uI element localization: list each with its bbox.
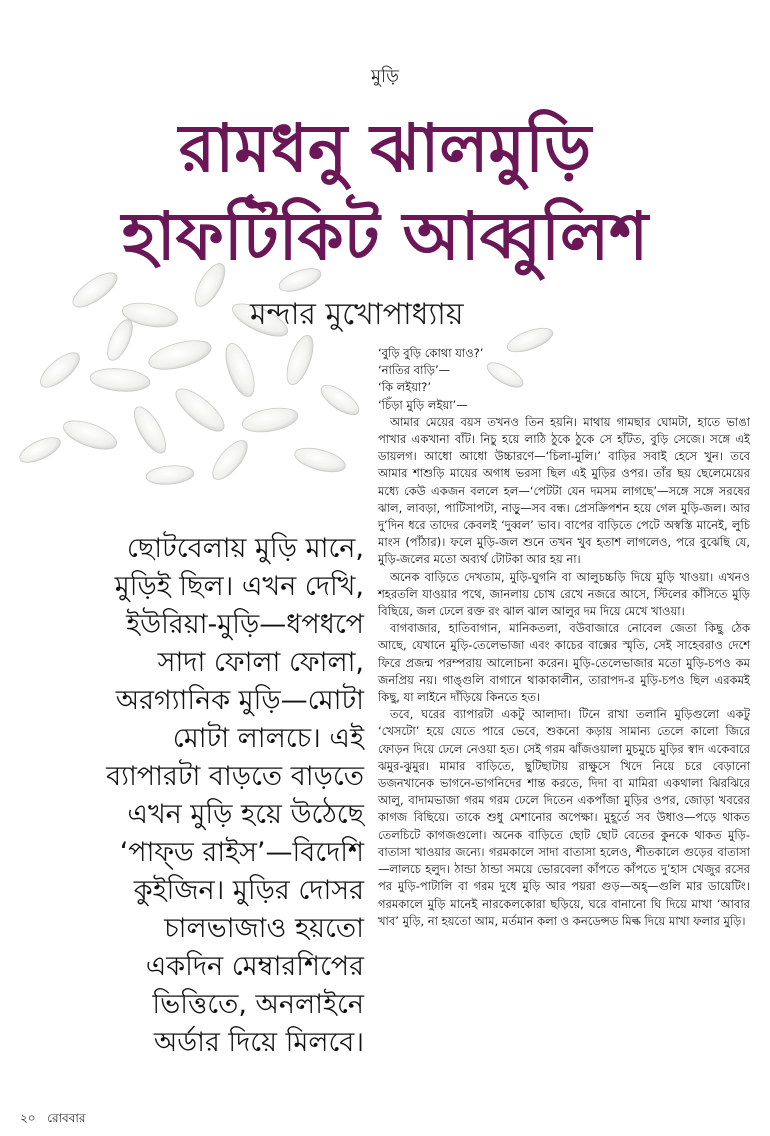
pull-quote-line: চালভাজাও হয়তো — [164, 913, 364, 944]
verse-line: ‘নাতির বাড়ি’— — [378, 363, 451, 378]
article-paragraph: তবে, ঘরের ব্যাপারটা একটু আলাদা। টিনে রাখা তলানি মুড়িগুলো একটু ‘খেসটো’ হয়ে যেতে পারে ভেবে, শুকনো কড়ায় সামান্য তেলে কালো জিরে ফোড়ন দিয়ে ঢেলে নেওয়া হত। সেই গরম ঝাঁজওয়ালা মুচমুচে মুড়ির স্বাদ একেবারে ঝমুর-ঝুমুর। মামার বাড়িতে, ছুটিছাটায় রাক্ষুসে খিদে নিয়ে চরে বেড়ানো ডজনখানেক ভাগনে-ভাগনিদের শান্ত করতে, দিদা বা মামিরা একথালা ঝিরঝিরে আলু, বাদামভাজা গরম গরম ঢেলে দিতেন একপাঁজা মুড়ির ওপর, জোড়া খবরের কাগজ বিছিয়ে। তাকে শুধু মেশানোর অপেক্ষা। মুহূর্তে সব উধাও—পড়ে থাকত তেলচিটে কাগজগুলো। অনেক বাড়িতে ছোট ছোট বেতের কুনকে থাকত মুড়ি-বাতাসা খাওয়ার জন্যে। গরমকালে সাদা বাতাসা হলেও, শীতকালে গুড়ের বাতাসা—লালচে হলুদ। ঠান্ডা ঠান্ডা সময়ে ভোরবেলা কাঁপতে কাঁপতে দু’হাস খেজুর রসের পর মুড়ি-পাটালি বা গরম দুধে মুড়ি আর পয়রা গুড়—অহ্—গুলি মার ডায়েটিং। গরমকালে মুড়ি মানেই নারকেলকোরা ছড়িয়ে, ঘরে বানানো ঘি দিয়ে মাখা ‘আবার খাব’ মুড়ি, না হয়তো আম, মর্তমান কলা ও কনডেন্সড মিল্ক দিয়ে মাখা ফলার মুড়ি। — [378, 707, 750, 928]
section-kicker: মুড়ি — [371, 66, 399, 87]
page-footer — [20, 1110, 85, 1130]
pull-quote-line: ব্যাপারটা বাড়তে বাড়তে — [106, 761, 364, 792]
pull-quote-line: ‘পাফ্ড রাইস’—বিদেশি — [119, 837, 364, 868]
author-byline: মন্দার মুখোপাধ্যায় — [250, 297, 464, 332]
headline-line-1: রামধনু ঝালমুড়ি — [178, 109, 592, 187]
pull-quote — [92, 530, 364, 1062]
pull-quote-line: ইউরিয়া-মুড়ি—ধপধপে — [126, 609, 364, 640]
pull-quote-line: অরগ্যানিক মুড়ি—মোটা — [115, 685, 364, 716]
pull-quote-line: মুড়িই ছিল। এখন দেখি, — [114, 571, 364, 602]
pull-quote-line: সাদা ফোলা ফোলা, — [157, 647, 364, 678]
pull-quote-line: কুইজিন। মুড়ির দোসর — [133, 875, 364, 906]
pull-quote-line: ভিত্তিতে, অনলাইনে — [152, 989, 364, 1020]
verse-line: ‘চিঁড়া মুড়ি লইয়া’— — [378, 397, 468, 412]
pull-quote-line: মোটা লালচে। এই — [172, 723, 364, 754]
article-paragraph: বাগবাজার, হাতিবাগান, মানিকতলা, বউবাজারে নোবেল জেতা কিছু ঠেক আছে, যেখানে মুড়ি-তেলেভাজা এবং কাচের বাক্সের স্মৃতি, সেই সাহেবরাও দেশে ফিরে প্রজন্ম পরম্পরায় আলোচনা করেন। মুড়ি-তেলেভাজার মতো মুড়ি-চপও কম জনপ্রিয় নয়। গাঙ্গুলি বাগানে থাকাকালীন, তারাপদ-র মুড়ি-চপও ছিল এরকমই কিছু, যা লাইনে দাঁড়িয়ে কিনতে হত। — [378, 621, 750, 705]
pull-quote-line: ছোটবেলায় মুড়ি মানে, — [126, 533, 364, 564]
verse-line: ‘বুড়ি বুড়ি কোথা যাও?’ — [378, 346, 484, 360]
article-paragraph: অনেক বাড়িতে দেখতাম, মুড়ি-ঘুগনি বা আলুচচ্চড়ি দিয়ে মুড়ি খাওয়া। এখনও শহরতলি যাওয়ার পথে, জানলায় চোখ রেখে নজরে আসে, স্টিলের কাঁসিতে মুড়ি বিছিয়ে, জল ঢেলে রক্ত রং ঝাল ঝাল আলুর দম দিয়ে মেখে খাওয়া। — [378, 569, 750, 619]
pull-quote-line: অর্ডার দিয়ে মিলবে। — [153, 1027, 364, 1058]
article-body — [378, 345, 750, 930]
pull-quote-line: এখন মুড়ি হয়ে উঠেছে — [127, 799, 364, 830]
verse-line: ‘কি লইয়া?’ — [378, 380, 432, 395]
article-paragraph: আমার মেয়ের বয়স তখনও তিন হয়নি। মাথায় গামছার ঘোমটা, হাতে ভাঙা পাখার একখানা বাঁট। নিচু হয়ে লাঠি ঠুকে ঠুকে সে হাঁটত, বুড়ি সেজে। সঙ্গে এই ডায়লগ। আধো আধো উচ্চারণে—‘চিলা-মুলি।’ বাড়ির সবাই হেসে খুন। তবে আমার শাশুড়ি মায়ের অগাধ ভরসা ছিল এই মুড়ির ওপর। তাঁর ছয় ছেলেমেয়ের মধ্যে কেউ একজন বললে হল—‘পেটটা যেন দমসম লাগছে’—সঙ্গে সঙ্গে সরষের ঝাল, লাবড়া, পাটিসাপটা, নাড়ু—সব বন্ধ। প্রেসক্রিপশন হয়ে গেল মুড়ি-জল। আর দু’দিন ধরে তাদের কেবলই ‘দুব্বল’ ভাব। বাপের বাড়িতে পেটে অস্বস্তি মানেই, লুচি মাংস (পাঁঠার)। ফলে মুড়ি-জল শুনে তখন খুব হতাশ লাগলেও, পরে বুঝেছি যে, মুড়ি-জলের মতো অব্যর্থ টোটকা আর হয় না। — [378, 414, 750, 567]
pull-quote-line: একদিন মেম্বারশিপের — [145, 951, 364, 982]
magazine-name: রোববার — [47, 1111, 86, 1125]
headline-line-2: হাফটিকিট আব্বুলিশ — [121, 197, 649, 275]
page-number: ২০ — [20, 1111, 36, 1125]
